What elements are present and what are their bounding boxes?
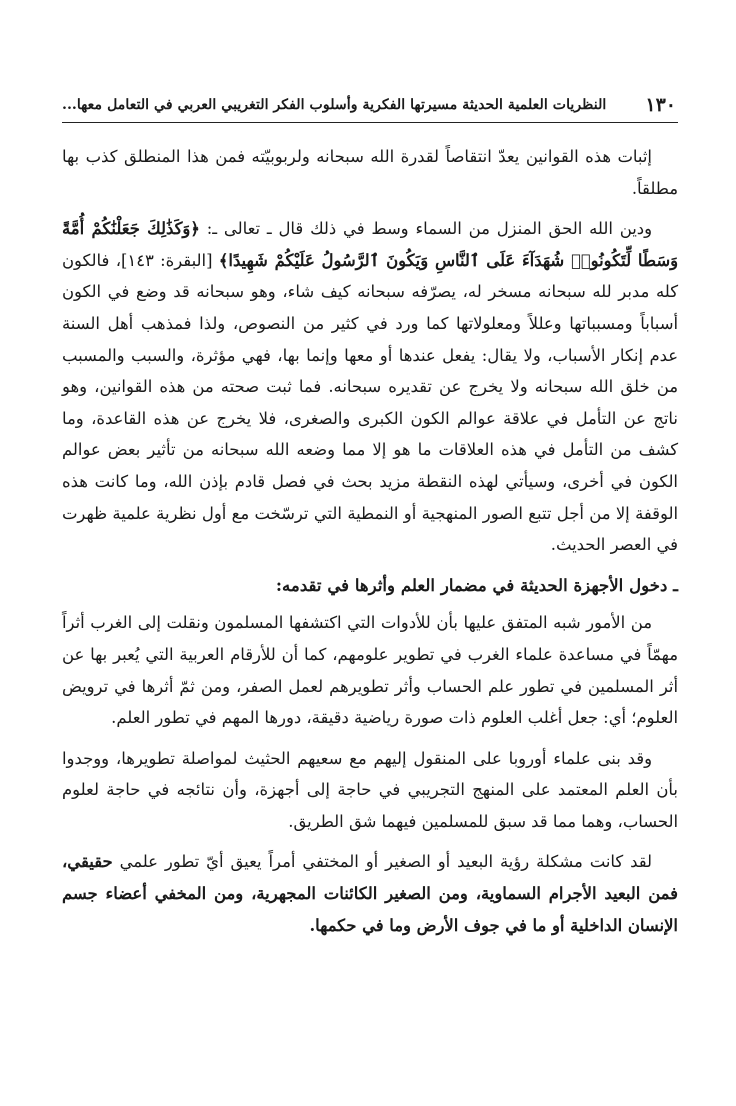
paragraph-1: إثبات هذه القوانين يعدّ انتقاصاً لقدرة الله سبحانه ولربوبيّته فمن هذا المنطلق كذب بها مطلقاً. [62,147,678,198]
section-heading: ـ دخول الأجهزة الحديثة في مضمار العلم وأثرها في تقدمه: [275,574,678,595]
page-number: ١٣٠ [645,94,676,116]
running-title: النظريات العلمية الحديثة مسيرتها الفكرية وأسلوب الفكر التغريبي العربي في التعامل معها... [62,97,607,113]
page-header [62,88,678,123]
paragraph-2-rest: [البقرة: ١٤٣]، فالكون كله مدبر لله سبحانه مسخر له، يصرّفه سبحانه كيف شاء، وهو سبحانه قد وضع في الكون أسباباً ومسبباتها وعللاً ومعلولاتها كما ورد في كثير من النصوص، ولذا فمذهب أهل السنة عدم إنكار الأسباب، ولا يقال: يفعل عندها أو معها وإنما بها، فهي مؤثرة، والسبب والمسبب من خلق الله سبحانه ولا يخرج عن تقديره سبحانه. فما ثبت صحته من هذه القوانين، وهو ناتج عن التأمل في علاقة عوالم الكون الكبرى والصغرى، فلا يخرج عن هذه القاعدة، وما كشف من التأمل في هذه العلاقات ما هو إلا مما وضعه الله سبحانه من تأثير بعض عوالم الكون في أخرى، وسيأتي لهذه النقطة مزيد بحث في فصل قادم بإذن الله، وما كانت هذه الوقفة إلا من أجل تتبع الصور المنهجية أو النمطية التي ترسّخت مع أول نظرية علمية ظهرت في العصر الحديث. [62,250,678,555]
paragraph-5-bold: حقيقي، فمن البعيد الأجرام السماوية، ومن الصغير الكائنات المجهرية، ومن المخفي أعضاء جسم الإنسان الداخلية أو ما في جوف الأرض وما في حكمها. [62,852,678,935]
paragraph-2-intro: ودين الله الحق المنزل من السماء وسط في ذلك قال ـ تعالى ـ: [206,219,652,239]
quran-verse: ﴿وَكَذَٰلِكَ جَعَلْنَٰكُمْ أُمَّةً وَسَطًا لِّتَكُونُوا۟ شُهَدَآءَ عَلَى ٱلنَّاسِ وَيَكُونَ ٱلرَّسُولُ عَلَيْكُمْ شَهِيدًا﴾ [62,219,679,270]
paragraph-5 [62,846,678,941]
paragraph-3: من الأمور شبه المتفق عليها بأن للأدوات التي اكتشفها المسلمون ونقلت إلى الغرب أثراً مهمّاً في مساعدة علماء الغرب في تطوير علومهم، كما أن للأرقام العربية التي يُعبر بها عن أثر المسلمين في تطور علم الحساب وأثر تطويرهم لعمل الصفر، ومن ثمّ أثرها في ترويض العلوم؛ أي: جعل أغلب العلوم ذات صورة رياضية دقيقة، دورها المهم في تطور العلم. [62,613,678,728]
paragraph-4: وقد بنى علماء أوروبا على المنقول إليهم مع سعيهم الحثيث لمواصلة تطويرها، ووجدوا بأن العلم المعتمد على المنهج التجريبي في حاجة إلى أجهزة، وأن نتائجه في حاجة لعلوم الحساب، وهما مما قد سبق للمسلمين فيهما شق الطريق. [62,748,678,831]
book-page [62,88,678,1048]
page-body [62,141,678,941]
paragraph-2 [62,213,678,561]
paragraph-5-plain: لقد كانت مشكلة رؤية البعيد أو الصغير أو المختفي أمراً يعيق أيّ تطور علمي [119,852,652,872]
